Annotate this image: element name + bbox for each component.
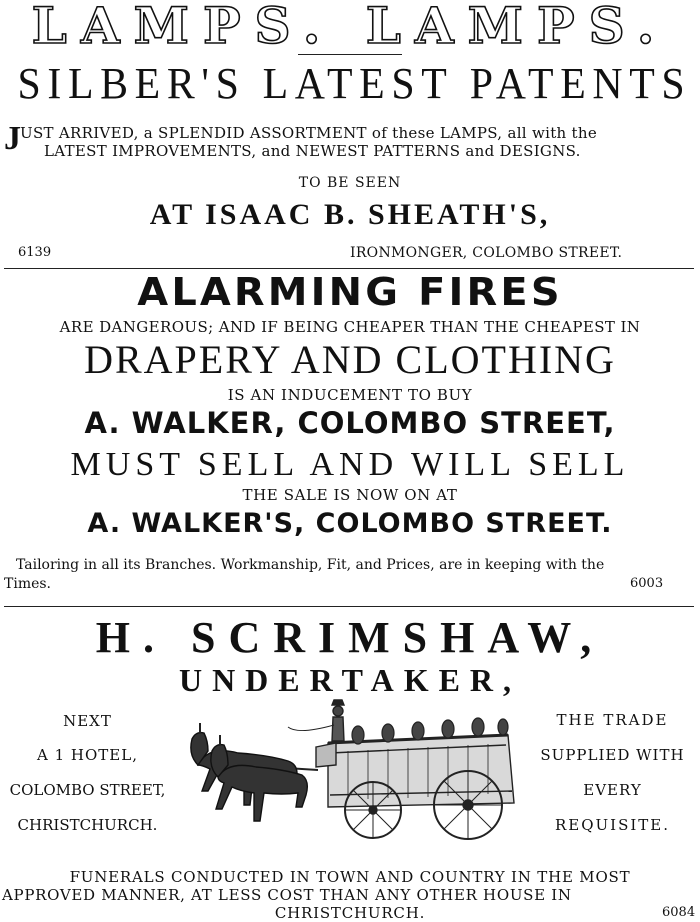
hearse-illustration <box>178 695 524 845</box>
walker-headline <box>0 270 700 314</box>
scrimshaw-right-4: REQUISITE. <box>554 816 671 834</box>
scrimshaw-left-4: CHRISTCHURCH. <box>17 816 158 834</box>
scrimshaw-name: H. SCRIMSHAW, <box>95 613 605 662</box>
section-divider <box>4 606 694 607</box>
lamps-at-line: AT ISAAC B. SHEATH'S, <box>149 198 551 231</box>
lamps-body-line2: LATEST IMPROVEMENTS, and NEWEST PATTERNS and DESIGNS. <box>44 142 581 160</box>
lamps-subheadline: SILBER'S LATEST PATENTS <box>17 59 692 108</box>
scrimshaw-left-2: A 1 HOTEL, <box>37 746 138 764</box>
lamps-body-line1: UST ARRIVED, a SPLENDID ASSORTMENT of these LAMPS, all with the <box>20 124 598 142</box>
lamps-headline <box>0 0 700 55</box>
scrimshaw-right-2: SUPPLIED WITH <box>540 746 685 764</box>
walker-line4: A. WALKER, COLOMBO STREET, <box>84 406 616 440</box>
lamps-to-be-seen: TO BE SEEN <box>298 175 402 191</box>
scrimshaw-left-3: COLOMBO STREET, <box>9 781 166 799</box>
walker-line6: THE SALE IS NOW ON AT <box>242 486 458 504</box>
section-divider <box>4 268 694 269</box>
scrimshaw-bottom-line2: APPROVED MANNER, AT LESS COST THAN ANY OTHER HOUSE IN <box>2 886 572 904</box>
walker-tailoring-line2: Times. <box>4 576 52 592</box>
walker-line1: ARE DANGEROUS; AND IF BEING CHEAPER THAN THE CHEAPEST IN <box>59 318 641 336</box>
walker-ref-number: 6003 <box>630 576 664 591</box>
scrimshaw-right-3: EVERY <box>583 781 642 799</box>
divider <box>298 54 402 55</box>
scrimshaw-bottom-line3: CHRISTCHURCH. <box>274 904 426 922</box>
lamps-headline-text: LAMPS. LAMPS. <box>31 0 669 55</box>
lamps-ref-number: 6139 <box>18 245 52 260</box>
scrimshaw-right-1: THE TRADE <box>556 711 669 729</box>
walker-line3: IS AN INDUCEMENT TO BUY <box>227 386 473 404</box>
walker-line5: MUST SELL AND WILL SELL <box>70 446 630 483</box>
lamps-drop-cap: J <box>4 120 21 157</box>
scrimshaw-bottom-line1: FUNERALS CONDUCTED IN TOWN AND COUNTRY IN THE MOST <box>69 868 631 886</box>
scrimshaw-left-1: NEXT <box>63 712 112 730</box>
walker-line7: A. WALKER'S, COLOMBO STREET. <box>87 508 613 539</box>
scrimshaw-ref-number: 6084 <box>662 905 696 920</box>
walker-line2: DRAPERY AND CLOTHING <box>84 337 616 382</box>
scrimshaw-title: UNDERTAKER, <box>178 662 522 698</box>
walker-tailoring-line1: Tailoring in all its Branches. Workmanship, Fit, and Prices, are in keeping with the <box>16 557 605 573</box>
lamps-address: IRONMONGER, COLOMBO STREET. <box>350 245 623 261</box>
walker-headline-text: ALARMING FIRES <box>137 270 563 314</box>
